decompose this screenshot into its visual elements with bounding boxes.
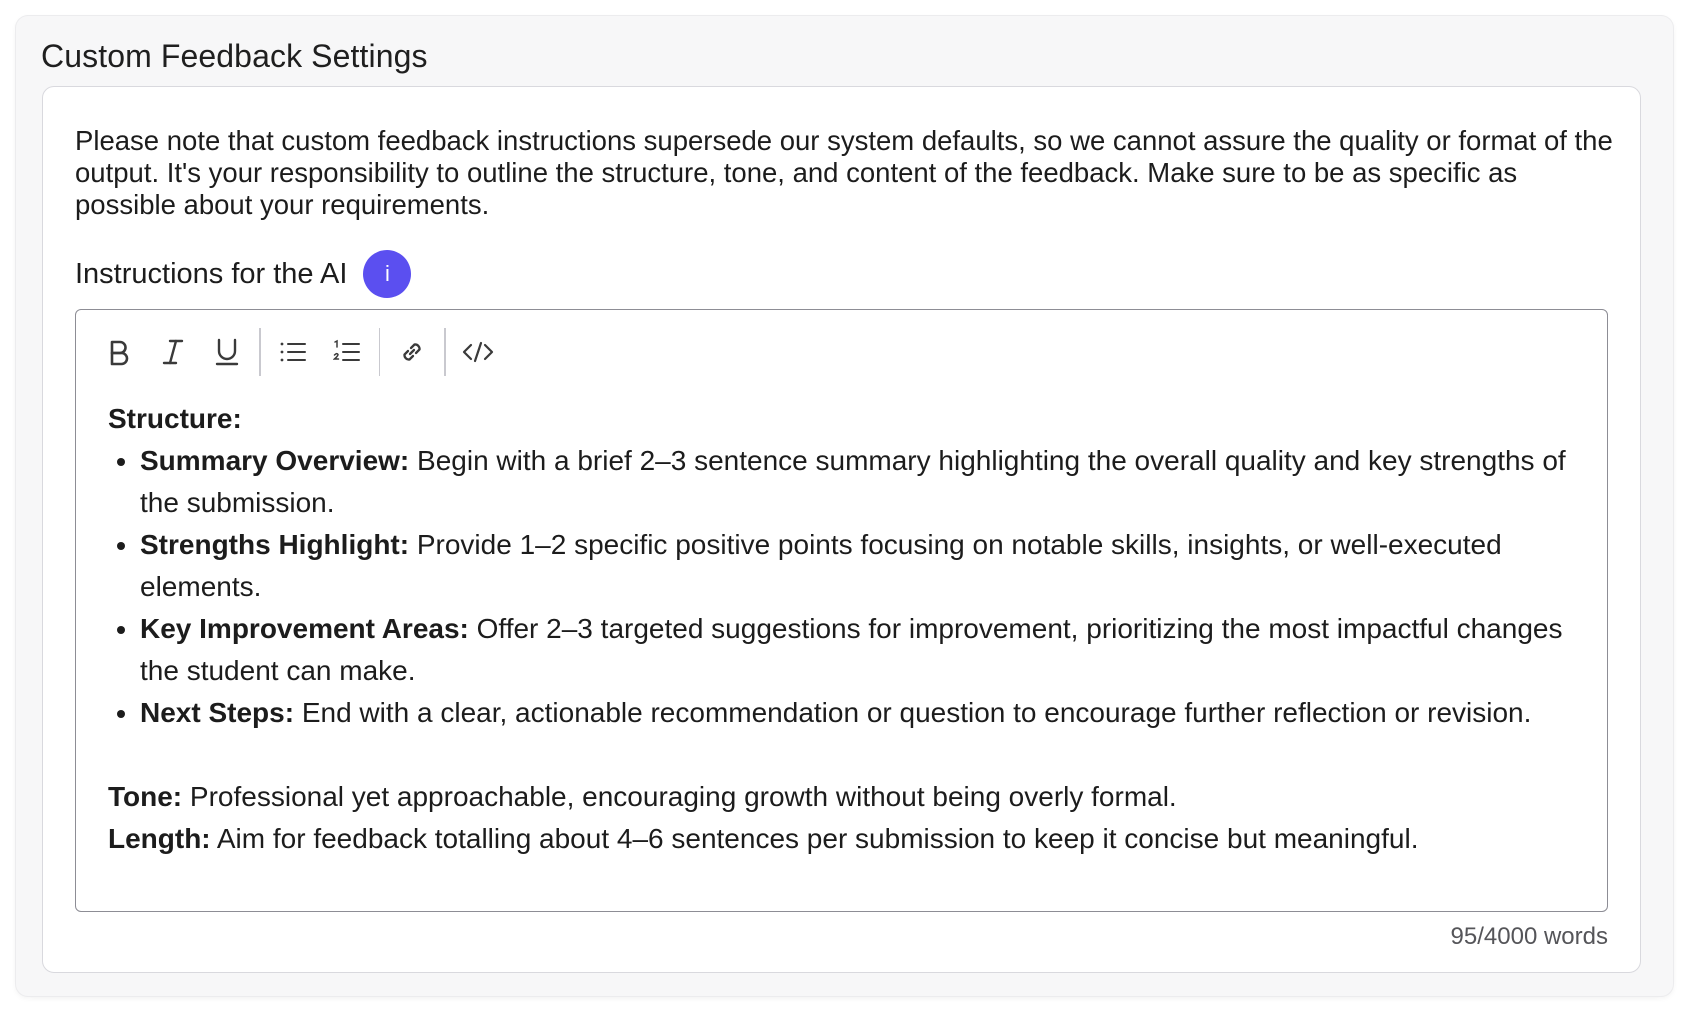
link-icon [398, 338, 426, 366]
list-item-text: Offer 2–3 targeted suggestions for improvement, prioritizing the most impactful changes the student can make. [140, 613, 1563, 686]
tone-label: Tone: [108, 781, 183, 812]
structure-list [108, 440, 1578, 734]
underline-icon [214, 337, 240, 367]
toolbar-separator [444, 328, 446, 376]
editor-content[interactable] [108, 398, 1578, 860]
panel-title: Custom Feedback Settings [41, 38, 428, 74]
structure-heading: Structure: [108, 403, 242, 434]
toolbar-separator [379, 328, 381, 376]
custom-feedback-settings-panel [16, 16, 1673, 996]
link-button[interactable] [385, 326, 439, 378]
list-item-title: Summary Overview: [140, 445, 410, 476]
list-item-title: Strengths Highlight: [140, 529, 410, 560]
underline-button[interactable] [200, 326, 254, 378]
list-item-text: Begin with a brief 2–3 sentence summary highlighting the overall quality and key strengths of the submission. [140, 445, 1566, 518]
list-item-title: Key Improvement Areas: [140, 613, 469, 644]
bold-button[interactable] [92, 326, 146, 378]
editor-toolbar [92, 322, 505, 382]
toolbar-separator [259, 328, 261, 376]
code-icon [462, 339, 494, 365]
numbered-list-icon [333, 339, 361, 365]
list-item [140, 692, 1578, 734]
list-item-title: Next Steps: [140, 697, 295, 728]
list-item [140, 524, 1578, 608]
bold-icon [106, 338, 132, 366]
length-line [108, 818, 1578, 860]
word-count: 95/4000 words [1450, 923, 1608, 950]
italic-button[interactable] [146, 326, 200, 378]
list-item-text: End with a clear, actionable recommendation or question to encourage further reflection or revision. [294, 697, 1532, 728]
bullet-list-button[interactable] [266, 326, 320, 378]
notice-text: Please note that custom feedback instructions supersede our system defaults, so we cannot assure the quality or format of the output. It's your responsibility to outline the structure, tone, and content of the feedback. Make sure to be as specific as possible about your requirements. [75, 125, 1613, 220]
list-item-text: Provide 1–2 specific positive points focusing on notable skills, insights, or well-executed elements. [140, 529, 1502, 602]
blank-line [108, 734, 1578, 776]
tone-text: Professional yet approachable, encouraging growth without being overly formal. [182, 781, 1177, 812]
list-item [140, 440, 1578, 524]
code-button[interactable] [451, 326, 505, 378]
length-text: Aim for feedback totalling about 4–6 sentences per submission to keep it concise but meaningful. [210, 823, 1419, 854]
tone-line [108, 776, 1578, 818]
length-label: Length: [108, 823, 211, 854]
instructions-label: Instructions for the AI [75, 257, 348, 290]
info-icon[interactable]: i [363, 250, 411, 298]
italic-icon [160, 338, 186, 366]
instructions-editor[interactable] [75, 309, 1608, 912]
bullet-list-icon [279, 340, 307, 364]
settings-card [42, 86, 1641, 973]
list-item [140, 608, 1578, 692]
instructions-label-row [75, 249, 411, 299]
numbered-list-button[interactable] [320, 326, 374, 378]
